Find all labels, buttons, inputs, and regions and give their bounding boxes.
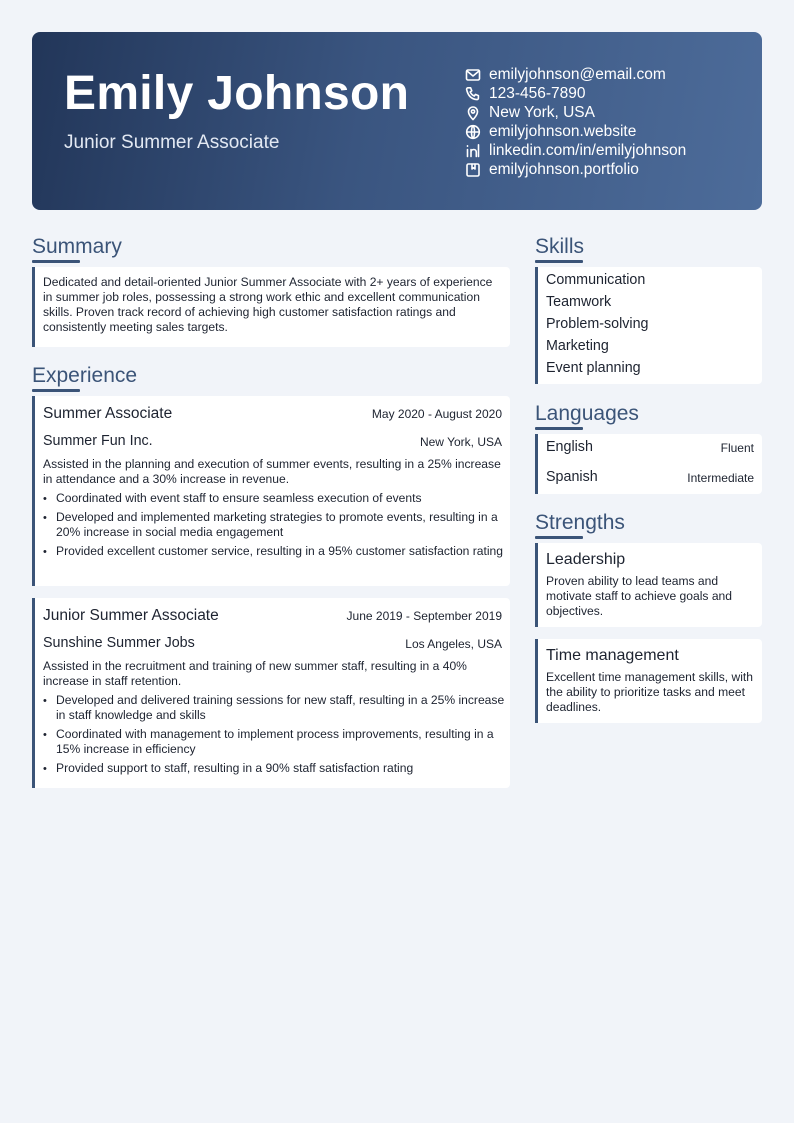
phone-icon bbox=[465, 86, 481, 102]
location-pin-icon bbox=[465, 105, 481, 121]
summary-text: Dedicated and detail-oriented Junior Summer Associate with 2+ years of experience in summer job roles, possessing a strong work ethic and excellent communication skills. Proven track record of achieving high customer satisfaction ratings and consistently meeting sales targets. bbox=[43, 275, 493, 334]
job-dates: May 2020 - August 2020 bbox=[371, 407, 502, 421]
summary-heading-underline bbox=[32, 260, 80, 263]
summary-heading: Summary bbox=[32, 235, 122, 258]
resume-header bbox=[32, 32, 762, 210]
languages-card bbox=[535, 434, 762, 494]
job-description: Assisted in the recruitment and training of new summer staff, resulting in a 40% increase in staff retention. bbox=[43, 659, 467, 688]
experience-item bbox=[32, 396, 510, 586]
language-level: Intermediate bbox=[687, 471, 754, 485]
languages-heading: Languages bbox=[535, 402, 639, 425]
portfolio-icon bbox=[465, 162, 481, 178]
skill-item: Teamwork bbox=[546, 294, 612, 310]
candidate-role: Junior Summer Associate bbox=[64, 132, 280, 153]
job-achievement: • Developed and implemented marketing strategies to promote events, resulting in a 20% increase in social media engagement bbox=[43, 510, 505, 540]
experience-item bbox=[32, 598, 510, 788]
strengths-heading-underline bbox=[535, 536, 583, 539]
skills-heading-underline bbox=[535, 260, 583, 263]
languages-heading-underline bbox=[535, 427, 583, 430]
experience-heading: Experience bbox=[32, 364, 138, 387]
strengths-heading: Strengths bbox=[535, 511, 625, 534]
job-achievement: • Provided support to staff, resulting in a 90% staff satisfaction rating bbox=[43, 761, 505, 776]
job-achievement: • Provided excellent customer service, resulting in a 95% customer satisfaction rating bbox=[43, 544, 505, 559]
strength-description: Proven ability to lead teams and motivate staff to achieve goals and objectives. bbox=[546, 574, 733, 618]
strength-description: Excellent time management skills, with the ability to prioritize tasks and meet deadlines. bbox=[546, 670, 754, 714]
skill-item: Marketing bbox=[546, 338, 609, 354]
contact-linkedin[interactable] bbox=[465, 141, 686, 160]
contact-phone-text: 123-456-7890 bbox=[489, 84, 586, 102]
summary-card bbox=[32, 267, 510, 347]
job-achievement: • Coordinated with management to implement process improvements, resulting in a 15% increase in efficiency bbox=[43, 727, 505, 757]
linkedin-icon bbox=[465, 143, 481, 159]
contact-linkedin-text: linkedin.com/in/emilyjohnson bbox=[489, 141, 687, 159]
contact-location bbox=[465, 103, 686, 122]
strength-title: Leadership bbox=[546, 551, 626, 568]
contact-portfolio-text: emilyjohnson.portfolio bbox=[489, 160, 639, 178]
job-company: Summer Fun Inc. bbox=[43, 433, 153, 449]
language-name: English bbox=[546, 439, 593, 455]
job-title: Junior Summer Associate bbox=[43, 607, 219, 624]
language-name: Spanish bbox=[546, 469, 598, 485]
job-achievement: • Developed and delivered training sessions for new staff, resulting in a 25% increase in staff knowledge and skills bbox=[43, 693, 505, 723]
strength-card bbox=[535, 639, 762, 723]
job-title: Summer Associate bbox=[43, 405, 173, 422]
contact-portfolio[interactable] bbox=[465, 160, 686, 179]
skills-list bbox=[546, 270, 649, 380]
skill-item: Problem-solving bbox=[546, 316, 649, 332]
skills-heading: Skills bbox=[535, 235, 585, 258]
contact-email[interactable] bbox=[465, 65, 686, 84]
job-dates: June 2019 - September 2019 bbox=[346, 609, 502, 623]
job-location: Los Angeles, USA bbox=[405, 637, 502, 651]
job-achievement: • Coordinated with event staff to ensure seamless execution of events bbox=[43, 491, 505, 506]
job-achievements bbox=[43, 693, 505, 780]
strength-title: Time management bbox=[546, 647, 679, 664]
strength-card bbox=[535, 543, 762, 627]
contact-website[interactable] bbox=[465, 122, 686, 141]
contact-email-text: emilyjohnson@email.com bbox=[489, 65, 666, 83]
candidate-name: Emily Johnson bbox=[64, 67, 410, 120]
contact-phone[interactable] bbox=[465, 84, 686, 103]
contact-list bbox=[465, 65, 686, 179]
skills-card bbox=[535, 267, 762, 384]
globe-icon bbox=[465, 124, 481, 140]
language-level: Fluent bbox=[720, 441, 754, 455]
mail-icon bbox=[465, 67, 481, 83]
contact-location-text: New York, USA bbox=[489, 103, 595, 121]
skill-item: Communication bbox=[546, 272, 646, 288]
job-description: Assisted in the planning and execution of summer events, resulting in a 25% increase in attendance and a 30% increase in revenue. bbox=[43, 457, 501, 486]
skill-item: Event planning bbox=[546, 360, 641, 376]
job-location: New York, USA bbox=[419, 435, 502, 449]
experience-heading-underline bbox=[32, 389, 80, 392]
job-achievements bbox=[43, 491, 505, 563]
contact-website-text: emilyjohnson.website bbox=[489, 122, 637, 140]
job-company: Sunshine Summer Jobs bbox=[43, 635, 195, 651]
